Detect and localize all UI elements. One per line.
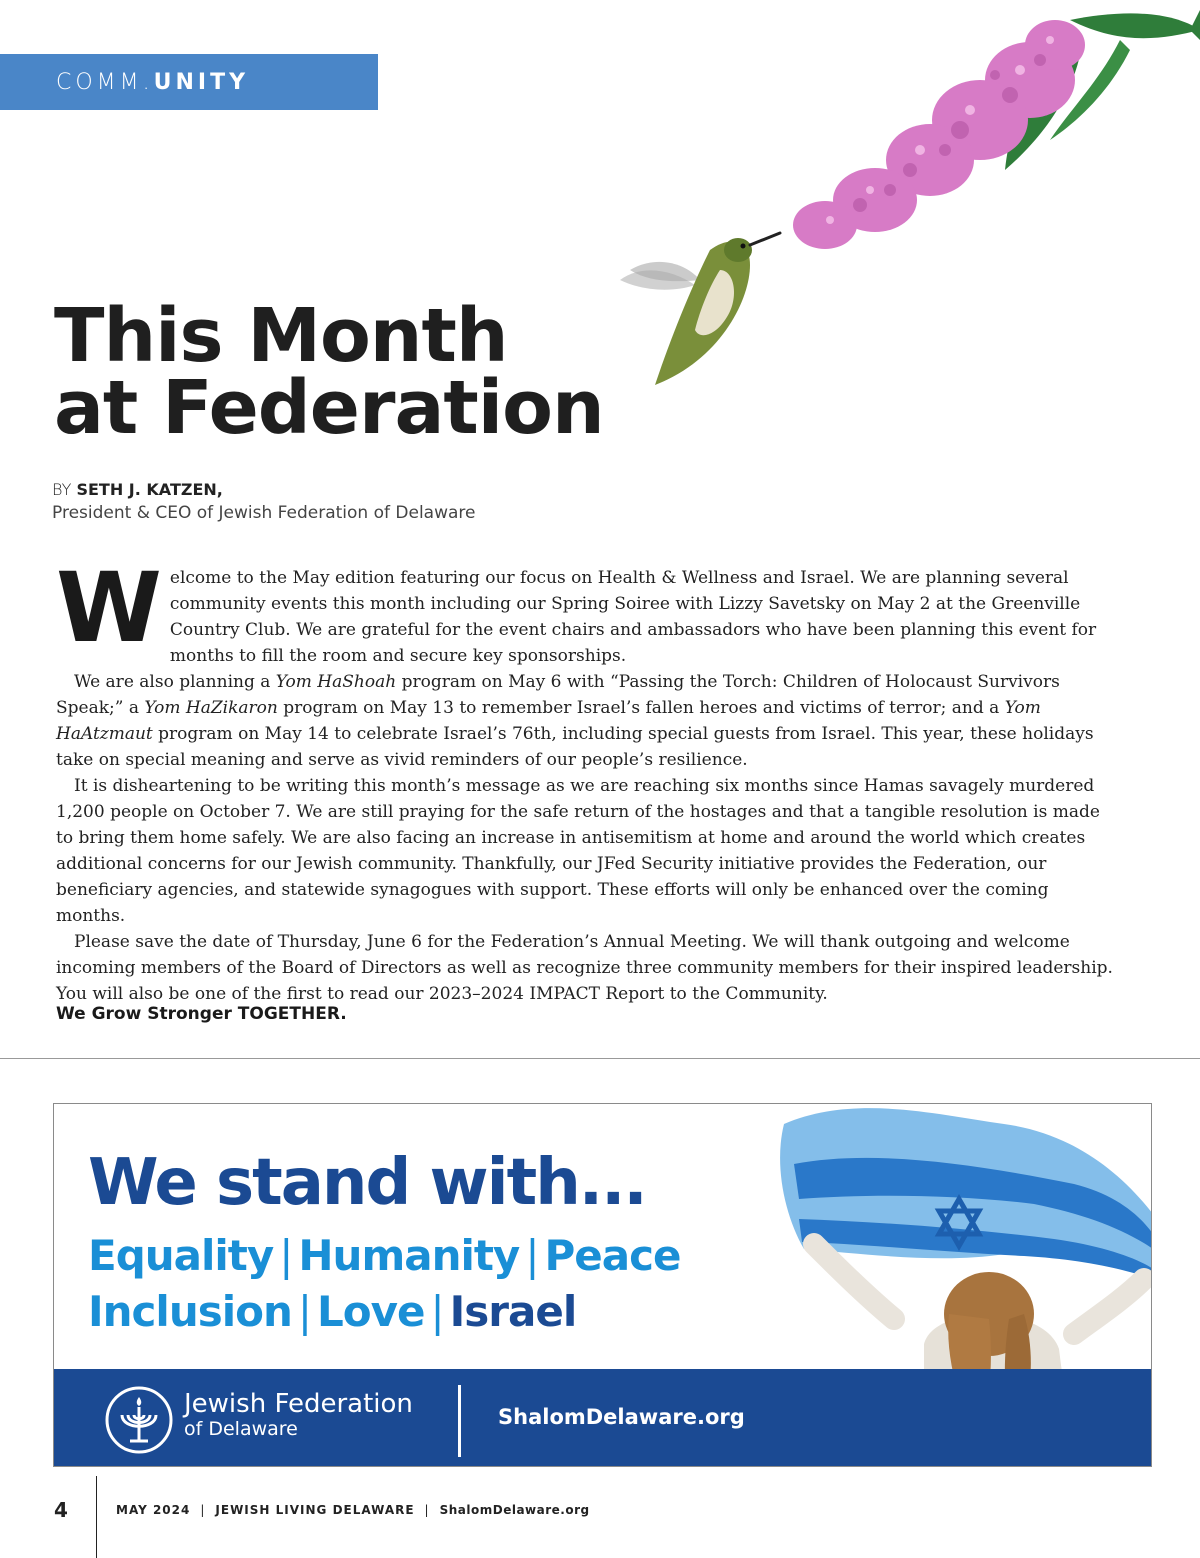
holiday-yom-haatzmaut: Yom HaAtzmaut (56, 698, 1041, 744)
paragraph-1-text: elcome to the May edition featuring our focus on Health & Wellness and Israel. We are planning several community events this month including our Spring Soiree with Lizzy Savetsky on May 2 at the Greenville Country Club. We are grateful for the event chairs and ambassadors who have been planning this event for months to fill the room and secure key sponsorships. (169, 568, 1097, 666)
org-subtitle: of Delaware (184, 1418, 298, 1440)
section-tag (0, 54, 378, 110)
ad-divider (458, 1385, 461, 1457)
footer-divider (96, 1476, 97, 1558)
section-prefix: COMM. (56, 69, 154, 95)
divider (0, 1058, 1200, 1059)
value-separator: | (297, 1287, 312, 1336)
holiday-yom-hashoah: Yom HaShoah (275, 672, 397, 692)
footer-separator: | (424, 1503, 430, 1517)
p2-text: program on May 6 with “Passing the Torch: Children of Holocaust Survivors Speak;” a (56, 672, 1060, 718)
title-line-1: This Month (54, 293, 508, 379)
ad-website-link[interactable]: ShalomDelaware.org (498, 1405, 745, 1429)
ad-org-name (184, 1389, 413, 1439)
issue-date: MAY 2024 (116, 1503, 191, 1517)
value-separator: | (430, 1287, 444, 1336)
footer-meta (116, 1503, 590, 1517)
org-name: Jewish Federation (184, 1389, 413, 1419)
paragraph-1 (56, 552, 1118, 669)
closing-line: We Grow Stronger TOGETHER. (56, 1004, 347, 1024)
ad-values (88, 1228, 680, 1340)
value-equality: Equality (88, 1231, 274, 1280)
article-body (56, 552, 1118, 1007)
page-number: 4 (54, 1498, 68, 1522)
author-title: President & CEO of Jewish Federation of Delaware (52, 503, 476, 523)
hummingbird-flower-illustration (600, 0, 1200, 400)
value-love: Love (317, 1287, 425, 1336)
advertisement-banner[interactable] (53, 1103, 1152, 1467)
paragraph-3: It is disheartening to be writing this month’s message as we are reaching six months since Hamas savagely murdered 1,200 people on October 7. We are still praying for the safe return of the hostages and that a tangible resolution is made to bring them home safely. We are also facing an increase in antisemitism at home and around the world which creates additional concerns for our Jewish community. Thankfully, our JFed Security initiative provides the Federation, our beneficiary agencies, and statewide synagogues with support. These efforts will only be enhanced over the coming months. (56, 776, 1100, 926)
menorah-logo-icon (104, 1385, 174, 1455)
title-line-2: at Federation (54, 365, 604, 451)
byline (52, 480, 476, 523)
drop-cap: W (56, 552, 162, 664)
value-separator: | (279, 1231, 293, 1280)
holiday-yom-hazikaron: Yom HaZikaron (144, 698, 278, 718)
paragraph-2 (56, 669, 1118, 773)
value-humanity: Humanity (298, 1231, 520, 1280)
page-title (54, 293, 604, 451)
byline-by: BY (52, 480, 72, 499)
value-israel: Israel (449, 1287, 577, 1336)
value-peace: Peace (544, 1231, 681, 1280)
p2-text: program on May 14 to celebrate Israel’s 76th, including special guests from Israel. This year, these holidays take on special meaning and serve as vivid reminders of our people’s resilience. (56, 724, 1094, 770)
ad-footer-bar (54, 1369, 1151, 1467)
value-separator: | (525, 1231, 539, 1280)
footer-website-link[interactable]: ShalomDelaware.org (439, 1503, 590, 1517)
author-name: SETH J. KATZEN, (76, 480, 223, 499)
ad-title: We stand with... (88, 1146, 646, 1220)
value-inclusion: Inclusion (88, 1287, 292, 1336)
p2-text: program on May 13 to remember Israel’s fallen heroes and victims of terror; and a (277, 698, 1005, 718)
p2-text: We are also planning a (74, 672, 276, 692)
section-suffix: UNITY (153, 69, 250, 95)
footer-separator: | (200, 1503, 206, 1517)
publication-name: JEWISH LIVING DELAWARE (215, 1503, 415, 1517)
page-footer (54, 1496, 1154, 1558)
paragraph-4: Please save the date of Thursday, June 6 for the Federation’s Annual Meeting. We will thank outgoing and welcome incoming members of the Board of Directors as well as recognize three community members for their inspired leadership. You will also be one of the first to read our 2023–2024 IMPACT Report to the Community. (56, 932, 1113, 1004)
